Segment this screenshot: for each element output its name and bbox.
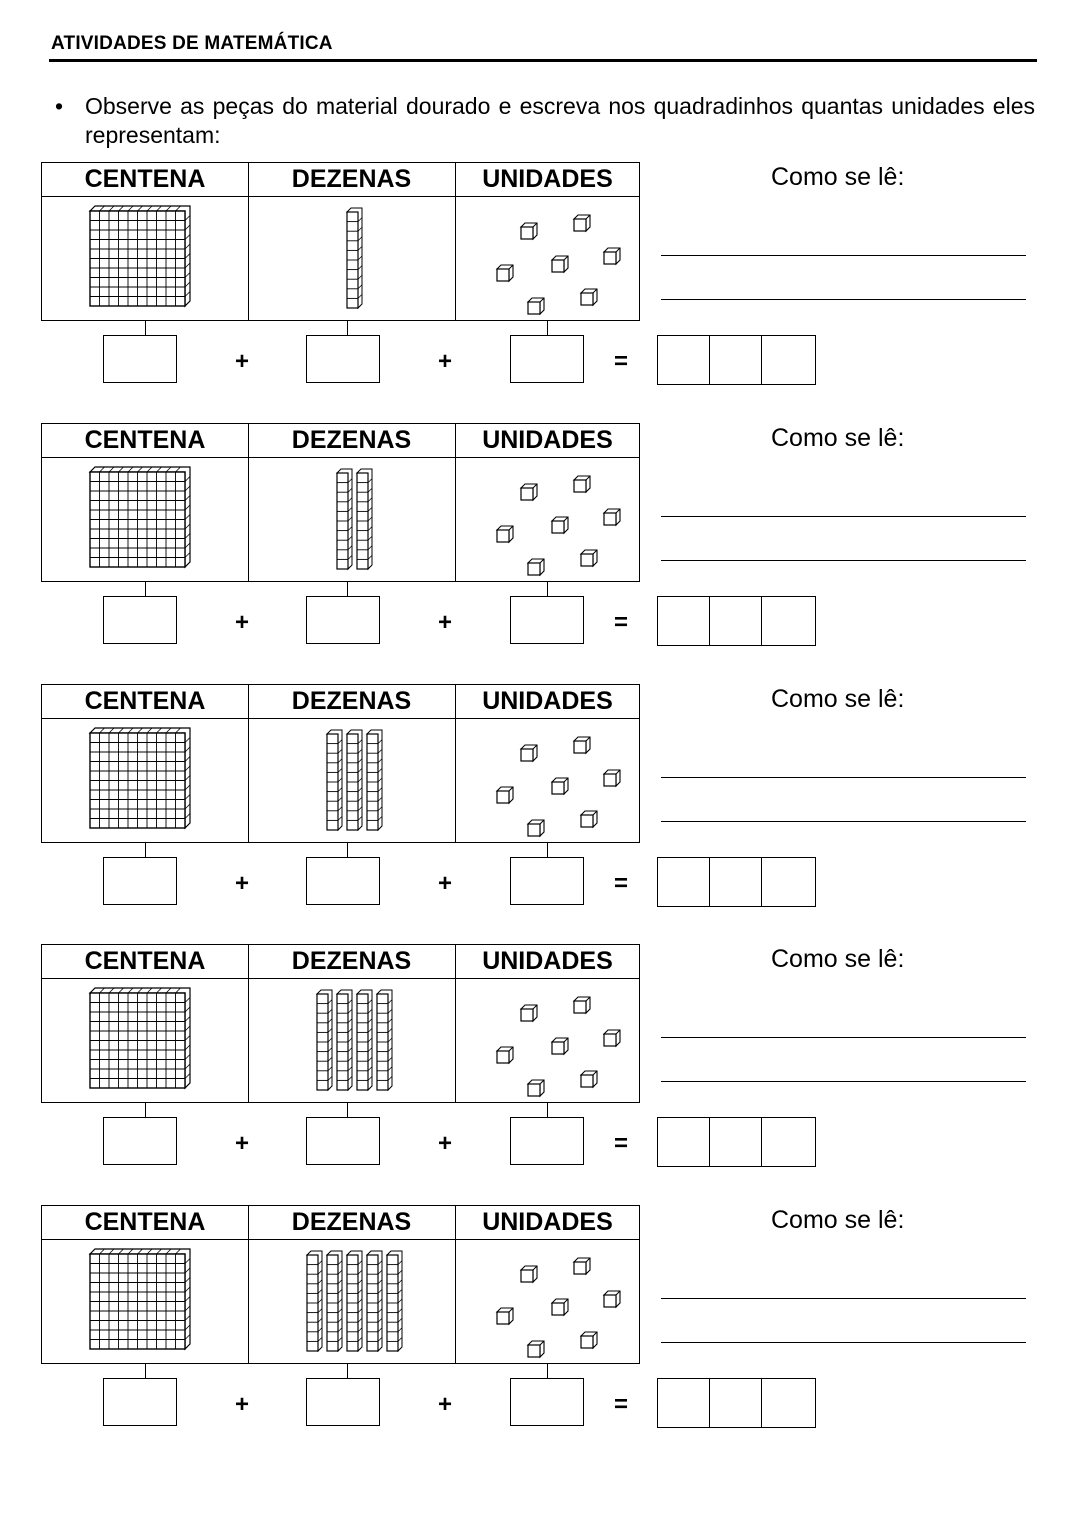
header-unidades: UNIDADES xyxy=(482,1208,613,1236)
dezenas-answer-box[interactable] xyxy=(306,1378,380,1426)
unit-cube-icon xyxy=(552,256,568,272)
result-boxes xyxy=(657,857,816,907)
plus-sign: + xyxy=(234,870,249,897)
plus-sign: + xyxy=(437,1391,452,1418)
connector-line xyxy=(145,843,146,857)
writing-line[interactable] xyxy=(661,777,1026,778)
cell-centena xyxy=(43,197,248,320)
unit-cube-icon xyxy=(604,1291,620,1307)
ten-rod-icon xyxy=(367,1251,382,1351)
material-table xyxy=(41,162,640,321)
connector-line xyxy=(145,321,146,335)
unit-cube-icon xyxy=(521,1005,537,1021)
unit-cube-icon xyxy=(581,550,597,566)
page-header: ATIVIDADES DE MATEMÁTICA xyxy=(51,33,333,54)
plus-sign: + xyxy=(234,1130,249,1157)
material-table xyxy=(41,1205,640,1364)
centena-answer-box[interactable] xyxy=(103,857,177,905)
header-dezenas: DEZENAS xyxy=(291,947,412,975)
ten-rod-icon xyxy=(387,1251,402,1351)
ten-rod-icon xyxy=(347,730,362,830)
result-tens-box[interactable] xyxy=(710,1379,762,1427)
unidades-answer-box[interactable] xyxy=(510,335,584,383)
unit-cube-icon xyxy=(552,1038,568,1054)
connector-line xyxy=(547,1364,548,1378)
cell-centena xyxy=(43,1240,248,1363)
header-dezenas: DEZENAS xyxy=(291,1208,412,1236)
equals-sign: = xyxy=(613,1391,628,1418)
connector-line xyxy=(347,1103,348,1117)
plus-sign: + xyxy=(437,1130,452,1157)
unidades-answer-box[interactable] xyxy=(510,1117,584,1165)
plus-sign: + xyxy=(234,348,249,375)
header-unidades: UNIDADES xyxy=(482,426,613,454)
unit-cube-icon xyxy=(528,559,544,575)
unit-cube-icon xyxy=(497,787,513,803)
unit-cube-icon xyxy=(574,476,590,492)
unit-cube-icon xyxy=(528,298,544,314)
hundred-flat-icon xyxy=(90,728,190,828)
cell-unidades xyxy=(456,458,640,581)
result-units-box[interactable] xyxy=(762,858,814,906)
connector-line xyxy=(145,582,146,596)
unit-cube-icon xyxy=(581,289,597,305)
exercise-block xyxy=(0,684,1086,924)
cell-dezenas xyxy=(249,719,455,842)
material-table xyxy=(41,944,640,1103)
unit-cube-icon xyxy=(552,1299,568,1315)
ten-rod-icon xyxy=(357,469,372,569)
dezenas-answer-box[interactable] xyxy=(306,857,380,905)
writing-line[interactable] xyxy=(661,299,1026,300)
result-units-box[interactable] xyxy=(762,1118,814,1166)
connector-line xyxy=(547,1103,548,1117)
exercise-block xyxy=(0,944,1086,1184)
result-tens-box[interactable] xyxy=(710,1118,762,1166)
exercise-block xyxy=(0,162,1086,402)
result-hundreds-box[interactable] xyxy=(658,1118,710,1166)
plus-sign: + xyxy=(437,348,452,375)
header-dezenas: DEZENAS xyxy=(291,687,412,715)
result-hundreds-box[interactable] xyxy=(658,1379,710,1427)
equals-sign: = xyxy=(613,348,628,375)
cell-centena xyxy=(43,719,248,842)
result-hundreds-box[interactable] xyxy=(658,336,710,384)
connector-line xyxy=(347,1364,348,1378)
header-unidades: UNIDADES xyxy=(482,687,613,715)
cell-dezenas xyxy=(249,458,455,581)
header-centena: CENTENA xyxy=(84,1208,206,1236)
unit-cube-icon xyxy=(528,1080,544,1096)
instruction-text: Observe as peças do material dourado e escreva nos quadradinhos quantas unidades eles representam: xyxy=(85,93,1035,148)
writing-line[interactable] xyxy=(661,1037,1026,1038)
result-tens-box[interactable] xyxy=(710,336,762,384)
unit-cube-icon xyxy=(521,484,537,500)
plus-sign: + xyxy=(234,1391,249,1418)
cell-centena xyxy=(43,979,248,1102)
writing-line[interactable] xyxy=(661,1298,1026,1299)
header-centena: CENTENA xyxy=(84,947,206,975)
unit-cube-icon xyxy=(604,1030,620,1046)
bullet-icon: • xyxy=(55,93,64,119)
unit-cube-icon xyxy=(581,1071,597,1087)
ten-rod-icon xyxy=(337,990,352,1090)
cell-unidades xyxy=(456,719,640,842)
writing-line[interactable] xyxy=(661,1342,1026,1343)
ten-rod-icon xyxy=(317,990,332,1090)
dezenas-answer-box[interactable] xyxy=(306,1117,380,1165)
result-hundreds-box[interactable] xyxy=(658,597,710,645)
header-centena: CENTENA xyxy=(84,687,206,715)
header-unidades: UNIDADES xyxy=(482,165,613,193)
unit-cube-icon xyxy=(528,820,544,836)
unit-cube-icon xyxy=(581,1332,597,1348)
connector-line xyxy=(347,321,348,335)
writing-line[interactable] xyxy=(661,1081,1026,1082)
instruction xyxy=(55,92,1035,150)
unit-cube-icon xyxy=(574,737,590,753)
connector-line xyxy=(347,843,348,857)
hundred-flat-icon xyxy=(90,467,190,567)
plus-sign: + xyxy=(437,609,452,636)
unit-cube-icon xyxy=(521,745,537,761)
header-dezenas: DEZENAS xyxy=(291,165,412,193)
writing-line[interactable] xyxy=(661,255,1026,256)
ten-rod-icon xyxy=(347,1251,362,1351)
hundred-flat-icon xyxy=(90,988,190,1088)
result-units-box[interactable] xyxy=(762,597,814,645)
result-boxes xyxy=(657,1117,816,1167)
dezenas-answer-box[interactable] xyxy=(306,335,380,383)
ten-rod-icon xyxy=(367,730,382,830)
header-dezenas: DEZENAS xyxy=(291,426,412,454)
read-label: Como se lê: xyxy=(771,1206,905,1234)
cell-unidades xyxy=(456,1240,640,1363)
unit-cube-icon xyxy=(581,811,597,827)
cell-dezenas xyxy=(249,1240,455,1363)
result-boxes xyxy=(657,1378,816,1428)
centena-answer-box[interactable] xyxy=(103,1117,177,1165)
material-table xyxy=(41,423,640,582)
connector-line xyxy=(547,843,548,857)
exercise-block xyxy=(0,1205,1086,1445)
centena-answer-box[interactable] xyxy=(103,596,177,644)
result-hundreds-box[interactable] xyxy=(658,858,710,906)
unit-cube-icon xyxy=(497,1047,513,1063)
connector-line xyxy=(347,582,348,596)
unit-cube-icon xyxy=(521,223,537,239)
connector-line xyxy=(547,582,548,596)
ten-rod-icon xyxy=(357,990,372,1090)
read-label: Como se lê: xyxy=(771,424,905,452)
read-label: Como se lê: xyxy=(771,163,905,191)
ten-rod-icon xyxy=(327,730,342,830)
header-centena: CENTENA xyxy=(84,426,206,454)
connector-line xyxy=(145,1103,146,1117)
cell-dezenas xyxy=(249,979,455,1102)
writing-line[interactable] xyxy=(661,821,1026,822)
unit-cube-icon xyxy=(552,517,568,533)
result-boxes xyxy=(657,596,816,646)
unit-cube-icon xyxy=(497,265,513,281)
equals-sign: = xyxy=(613,609,628,636)
cell-dezenas xyxy=(249,197,455,320)
ten-rod-icon xyxy=(377,990,392,1090)
unit-cube-icon xyxy=(528,1341,544,1357)
unit-cube-icon xyxy=(604,770,620,786)
connector-line xyxy=(547,321,548,335)
equals-sign: = xyxy=(613,1130,628,1157)
header-centena: CENTENA xyxy=(84,165,206,193)
unit-cube-icon xyxy=(574,997,590,1013)
result-units-box[interactable] xyxy=(762,1379,814,1427)
read-label: Como se lê: xyxy=(771,945,905,973)
header-divider xyxy=(49,59,1037,62)
header-unidades: UNIDADES xyxy=(482,947,613,975)
unit-cube-icon xyxy=(604,248,620,264)
ten-rod-icon xyxy=(307,1251,322,1351)
read-label: Como se lê: xyxy=(771,685,905,713)
unit-cube-icon xyxy=(574,1258,590,1274)
unit-cube-icon xyxy=(604,509,620,525)
unit-cube-icon xyxy=(552,778,568,794)
result-tens-box[interactable] xyxy=(710,597,762,645)
dezenas-answer-box[interactable] xyxy=(306,596,380,644)
unidades-answer-box[interactable] xyxy=(510,596,584,644)
plus-sign: + xyxy=(234,609,249,636)
writing-line[interactable] xyxy=(661,560,1026,561)
hundred-flat-icon xyxy=(90,206,190,306)
exercise-block xyxy=(0,423,1086,663)
ten-rod-icon xyxy=(337,469,352,569)
ten-rod-icon xyxy=(327,1251,342,1351)
cell-unidades xyxy=(456,979,640,1102)
cell-centena xyxy=(43,458,248,581)
plus-sign: + xyxy=(437,870,452,897)
centena-answer-box[interactable] xyxy=(103,335,177,383)
unit-cube-icon xyxy=(497,1308,513,1324)
result-tens-box[interactable] xyxy=(710,858,762,906)
centena-answer-box[interactable] xyxy=(103,1378,177,1426)
material-table xyxy=(41,684,640,843)
connector-line xyxy=(145,1364,146,1378)
result-boxes xyxy=(657,335,816,385)
ten-rod-icon xyxy=(347,208,362,308)
unit-cube-icon xyxy=(521,1266,537,1282)
unit-cube-icon xyxy=(497,526,513,542)
hundred-flat-icon xyxy=(90,1249,190,1349)
unidades-answer-box[interactable] xyxy=(510,857,584,905)
unit-cube-icon xyxy=(574,215,590,231)
writing-line[interactable] xyxy=(661,516,1026,517)
equals-sign: = xyxy=(613,870,628,897)
result-units-box[interactable] xyxy=(762,336,814,384)
unidades-answer-box[interactable] xyxy=(510,1378,584,1426)
cell-unidades xyxy=(456,197,640,320)
